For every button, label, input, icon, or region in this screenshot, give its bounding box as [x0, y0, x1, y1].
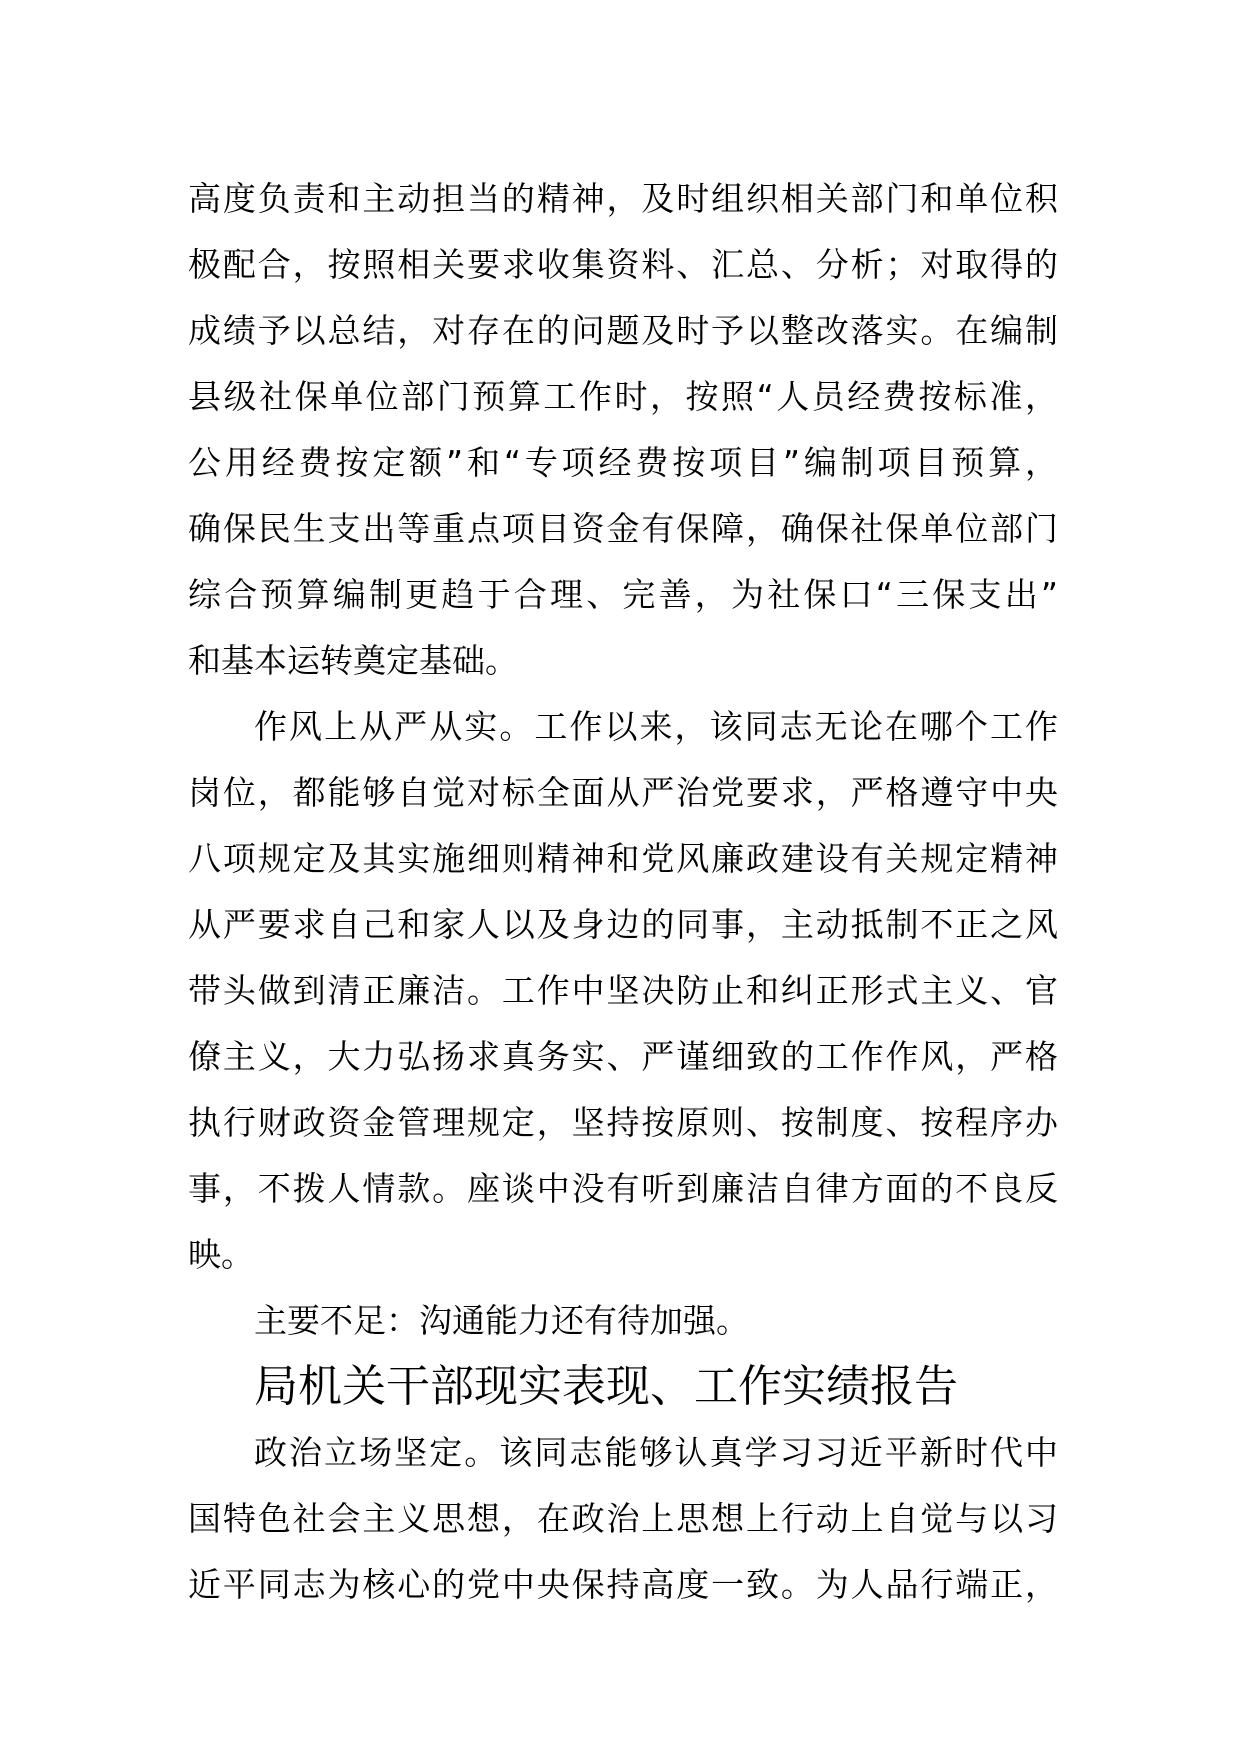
text-line: 综合预算编制更趋于合理、完善，为社保口“三保支出”: [188, 575, 1058, 614]
section-title: 局机关干部现实表现、工作实绩报告: [254, 1361, 958, 1412]
text-line: 确保民生支出等重点项目资金有保障，确保社保单位部门: [188, 509, 1058, 548]
paragraph-political-stance: [188, 1420, 1058, 1618]
text-line: 执行财政资金管理规定，坚持按原则、按制度、按程序办: [188, 1103, 1058, 1142]
text-line: 成绩予以总结，对存在的问题及时予以整改落实。在编制: [188, 311, 1058, 350]
text-line: 县级社保单位部门预算工作时，按照“人员经费按标准，: [188, 377, 1058, 416]
text-line: 八项规定及其实施细则精神和党风廉政建设有关规定精神: [188, 839, 1058, 878]
text-line: 岗位，都能够自觉对标全面从严治党要求，严格遵守中央: [188, 773, 1058, 812]
text-line: 极配合，按照相关要求收集资料、汇总、分析；对取得的: [188, 245, 1058, 284]
text-line: 映。: [188, 1235, 254, 1274]
paragraph-shortcomings: [188, 1288, 1058, 1354]
text-line: 从严要求自己和家人以及身边的同事，主动抵制不正之风: [188, 905, 1058, 944]
text-line: 公用经费按定额”和“专项经费按项目”编制项目预算，: [188, 443, 1058, 482]
paragraph-budget-work: [188, 166, 1058, 694]
document-body: [188, 166, 1058, 1618]
text-line: 政治立场坚定。该同志能够认真学习习近平新时代中: [254, 1433, 1058, 1472]
paragraph-work-style: [188, 694, 1058, 1288]
text-line: 作风上从严从实。工作以来，该同志无论在哪个工作: [254, 707, 1058, 746]
text-line: 主要不足：沟通能力还有待加强。: [254, 1301, 749, 1340]
text-line: 和基本运转奠定基础。: [188, 641, 518, 680]
text-line: 近平同志为核心的党中央保持高度一致。为人品行端正，: [188, 1565, 1058, 1604]
text-line: 国特色社会主义思想，在政治上思想上行动上自觉与以习: [188, 1499, 1058, 1538]
text-line: 僚主义，大力弘扬求真务实、严谨细致的工作作风，严格: [188, 1037, 1058, 1076]
text-line: 高度负责和主动担当的精神，及时组织相关部门和单位积: [188, 179, 1058, 218]
text-line: 事，不拨人情款。座谈中没有听到廉洁自律方面的不良反: [188, 1169, 1058, 1208]
text-line: 带头做到清正廉洁。工作中坚决防止和纠正形式主义、官: [188, 971, 1058, 1010]
